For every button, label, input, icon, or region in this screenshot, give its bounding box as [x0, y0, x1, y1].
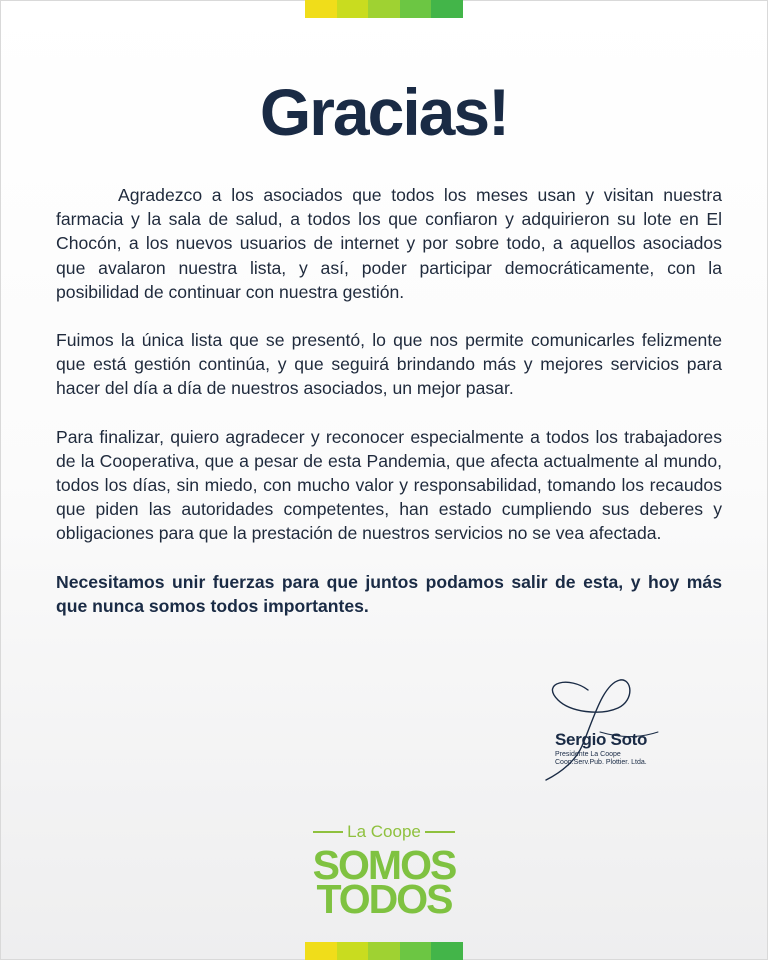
- brand-slogan-line2: TODOS: [316, 876, 452, 922]
- paragraph-list: Fuimos la única lista que se presentó, lo que nos permite comunicarles felizmente que está gestión continúa, y que seguirá brindando más y mejores servicios para hacer del día a día de nuestros asociados, un mejor pasar.: [56, 330, 722, 399]
- letter-body: [56, 183, 722, 642]
- bottom-color-stripes: [305, 942, 463, 960]
- brand-line-right: [425, 831, 455, 833]
- stripe-light-green: [368, 942, 400, 960]
- signature-block: [540, 672, 670, 784]
- stripe-green: [400, 0, 432, 18]
- signer-title-line1: Presidente La Coope: [555, 751, 621, 758]
- page-title: Gracias!: [259, 75, 509, 149]
- paragraph-workers: Para finalizar, quiero agradecer y reconocer especialmente a todos los trabajadores de la Cooperativa, que a pesar de esta Pandemia, que afecta actualmente al mundo, todos los días, sin miedo, con mucho valor y responsabilidad, tomando los recaudos que piden las autoridades competentes, han estado cumpliendo sus deberes y obligaciones para que la prestación de nuestros servicios no se vea afectada.: [56, 426, 722, 544]
- signer-title: [555, 751, 647, 767]
- stripe-green: [400, 942, 432, 960]
- stripe-yellow: [305, 942, 337, 960]
- paragraph-thanks: Agradezco a los asociados que todos los meses usan y visitan nuestra farmacia y la sala de salud, a todos los que confiaron y adquirieron su lote en El Chocón, a los nuevos usuarios de internet y por sobre todo, a aquellos asociados que avalaron nuestra lista, y así, poder participar democráticamente, con la posibilidad de continuar con nuestra gestión.: [56, 185, 722, 302]
- stripe-dark-green: [431, 0, 463, 18]
- brand-name: La Coope: [347, 822, 421, 841]
- handwritten-signature-icon: [540, 672, 670, 784]
- brand-slogan: [300, 842, 468, 922]
- stripe-lime: [337, 942, 369, 960]
- top-color-stripes: [305, 0, 463, 18]
- brand-logo: [300, 822, 468, 922]
- brand-line-left: [313, 831, 343, 833]
- stripe-light-green: [368, 0, 400, 18]
- paragraph-closing: Necesitamos unir fuerzas para que juntos podamos salir de esta, y hoy más que nunca somos todos importantes.: [56, 571, 722, 616]
- stripe-yellow: [305, 0, 337, 18]
- brand-slogan-line1: SOMOS: [312, 842, 456, 888]
- stripe-lime: [337, 0, 369, 18]
- signer-name: Sergio Soto: [555, 730, 648, 749]
- brand-tagline: [300, 822, 468, 842]
- signer-title-line2: Coop.Serv.Pub. Plottier. Ltda.: [555, 759, 647, 766]
- stripe-dark-green: [431, 942, 463, 960]
